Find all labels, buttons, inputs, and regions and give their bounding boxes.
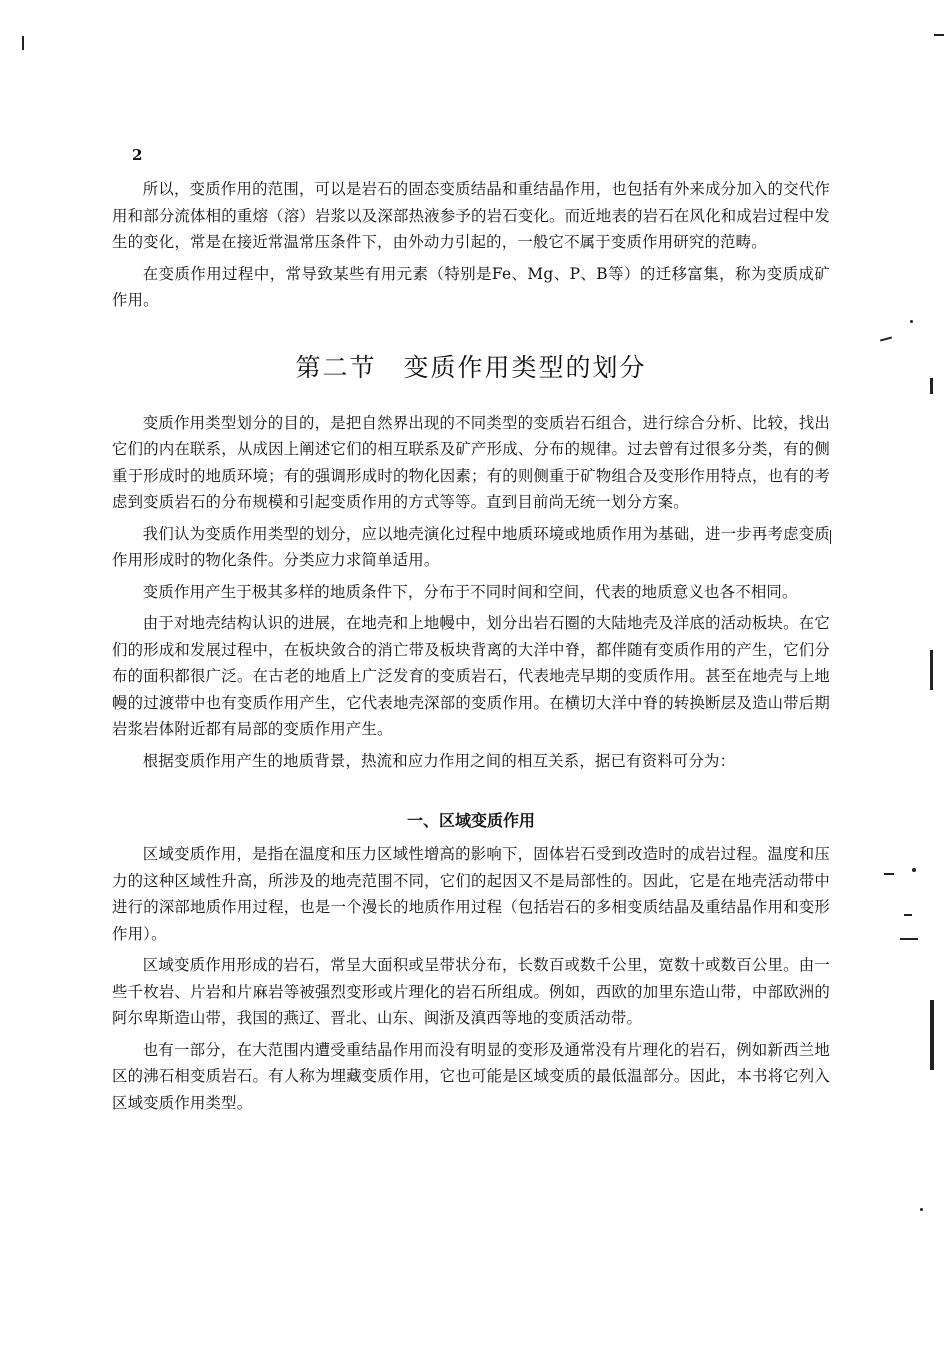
paragraph: 在变质作用过程中，常导致某些有用元素（特别是Fe、Mg、P、B等）的迁移富集，称为变质成矿作用。 [112,264,830,309]
paragraph: 由于对地壳结构认识的进展，在地壳和上地幔中，划分出岩石圈的大陆地壳及洋底的活动板块。在它们的形成和发展过程中，在板块敛合的消亡带及板块背离的大洋中脊，都伴随有变质作用的产生，它们分布的面积都很广泛。在古老的地盾上广泛发育的变质岩石，代表地壳早期的变质作用。甚至在地壳与上地幔的过渡带中也有变质作用产生，它代表地壳深部的变质作用。在横切大洋中脊的转换断层及造山带后期岩浆岩体附近都有局部的变质作用产生。 [112,614,830,738]
paragraph: 根据变质作用产生的地质背景，热流和应力作用之间的相互关系，据已有资料可分为： [142,751,736,770]
scan-mark [900,938,918,940]
scan-mark [930,650,933,690]
scan-mark [904,914,912,916]
page-number: 2 [132,146,143,164]
paragraph: 所以，变质作用的范围，可以是岩石的固态变质结晶和重结晶作用，也包括有外来成分加入的交代作用和部分流体相的重熔（溶）岩浆以及深部热液参予的岩石变化。而近地表的岩石在风化和成岩过程中发生的变化，常是在接近常温常压条件下，由外动力引起的，一般它不属于变质作用研究的范畴。 [112,180,830,251]
paragraph: 我们认为变质作用类型的划分，应以地壳演化过程中地质环境或地质作用为基础，进一步再考虑变质作用形成时的物化条件。分类应力求简单适用。 [112,524,830,569]
scan-mark [910,320,913,323]
scan-mark [830,530,831,544]
paragraph: 区域变质作用，是指在温度和压力区域性增高的影响下，固体岩石受到改造时的成岩过程。温度和压力的这种区域性升高，所涉及的地壳范围不同，它们的起因又不是局部性的。因此，它是在地壳活动带中进行的深部地质作用过程，也是一个漫长的地质作用过程（包括岩石的多相变质结晶及重结晶作用和变形作用）。 [112,845,830,943]
section-title: 第二节 变质作用类型的划分 [295,352,647,382]
scan-mark [934,34,944,36]
scan-mark [884,873,894,875]
subsection-title: 一、区域变质作用 [406,811,535,830]
scan-mark [22,36,24,50]
scan-mark [912,868,916,872]
scan-mark [930,1000,934,1070]
paragraph: 也有一部分，在大范围内遭受重结晶作用而没有明显的变形及通常没有片理化的岩石，例如新西兰地区的沸石相变质岩石。有人称为埋藏变质作用，它也可能是区域变质的最低温部分。因此，本书将它列入区域变质作用类型。 [112,1040,830,1112]
paragraph: 变质作用类型划分的目的，是把自然界出现的不同类型的变质岩石组合，进行综合分析、比较，找出它们的内在联系，从成因上阐述它们的相互联系及矿产形成、分布的规律。过去曾有过很多分类，有的侧重于形成时的地质环境；有的强调形成时的物化因素；有的则侧重于矿物组合及变形作用特点，也有的考虑到变质岩石的分布规模和引起变质作用的方式等等。直到目前尚无统一划分方案。 [112,413,830,511]
scan-mark [880,336,892,341]
page-content [112,176,830,1121]
scan-mark [930,378,933,394]
paragraph: 区域变质作用形成的岩石，常呈大面积或呈带状分布，长数百或数千公里，宽数十或数百公里。由一些千枚岩、片岩和片麻岩等被强烈变形或片理化的岩石所组成。例如，西欧的加里东造山带，中部欧洲的阿尔卑斯造山带，我国的燕辽、晋北、山东、闽浙及滇西等地的变质活动带。 [112,956,830,1027]
paragraph: 变质作用产生于极其多样的地质条件下，分布于不同时间和空间，代表的地质意义也各不相同。 [142,582,798,601]
scan-mark [920,1208,923,1211]
